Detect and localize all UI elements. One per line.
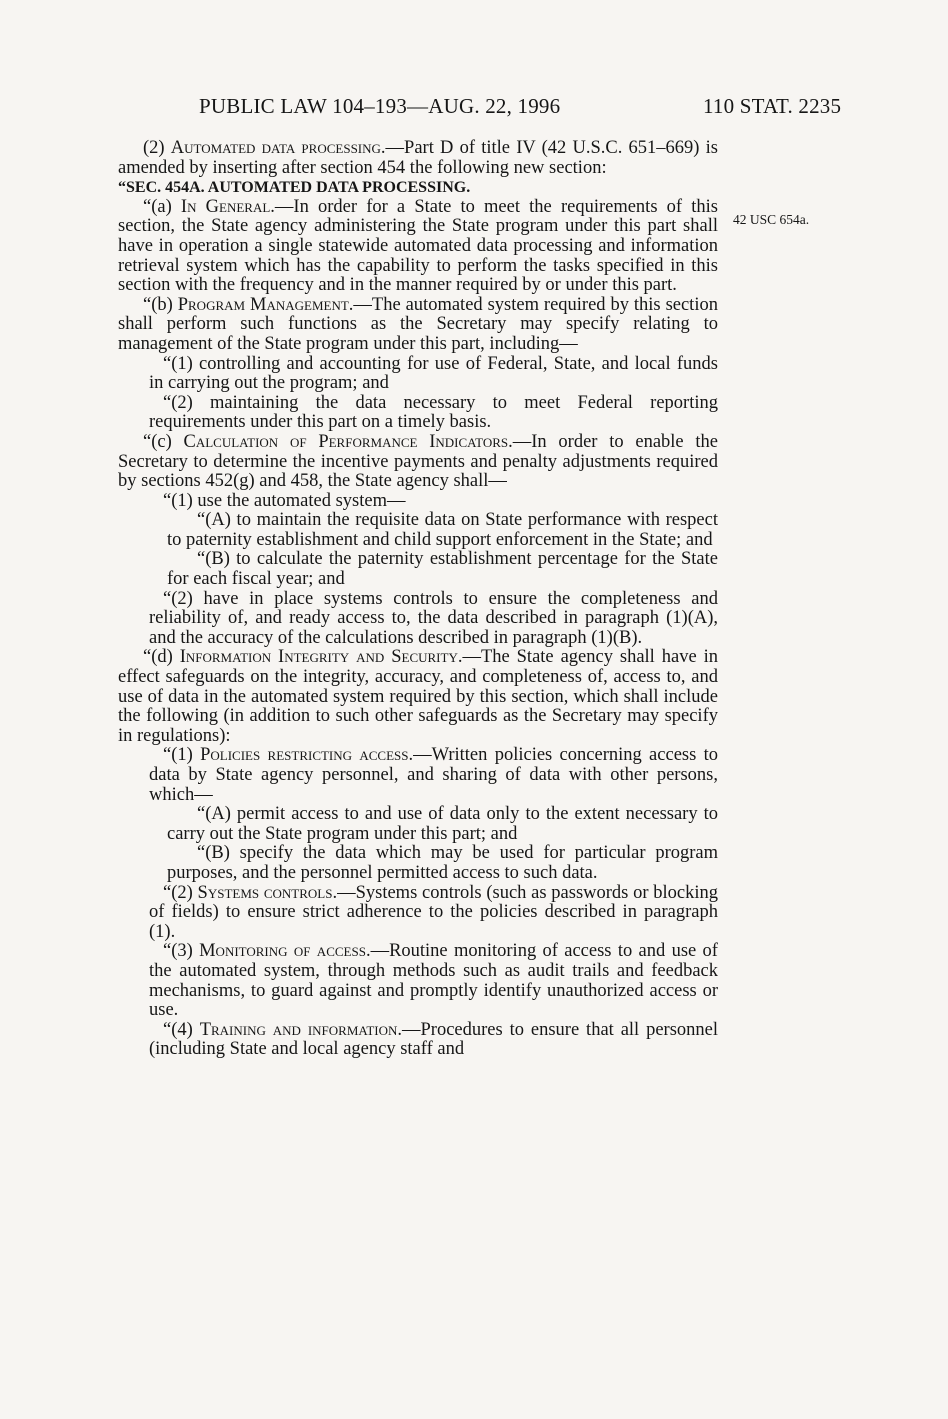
body-text: “(A) to maintain the requisite data on State performance with respect to paternity establishment and child support enforcement in the State; and <box>167 510 718 550</box>
paragraph-d-2 <box>118 884 718 943</box>
paragraph-d-4 <box>118 1021 718 1060</box>
subsection-heading-text: Training and information <box>199 1019 398 1040</box>
body-text: .—Routine monitoring of access to and use of the automated system, through methods such as audit trails and feedback mechanisms, to guard against and promptly identify unauthorized access or use. <box>149 941 718 1021</box>
body-text: .—In order to enable the Secretary to determine the incentive payments and penalty adjustments required by sections 452(g) and 458, the State agency shall— <box>118 431 718 492</box>
body-text: “SEC. 454A. AUTOMATED DATA PROCESSING. <box>118 179 471 197</box>
subsection-c <box>118 433 718 492</box>
subsection-heading-text: Policies restricting access <box>200 745 409 766</box>
body-text: “(d) <box>143 647 180 668</box>
subsection-a <box>118 198 718 296</box>
subsection-b <box>118 296 718 355</box>
body-text: .—Written policies concerning access to data by State agency personnel, and sharing of data with other persons, which— <box>149 745 719 805</box>
body-text: “(3) <box>163 941 200 962</box>
body-text: “(2) maintaining the data necessary to meet Federal reporting requirements under this part on a timely basis. <box>149 392 718 433</box>
paragraph-c-1 <box>118 492 718 512</box>
body-text: “(B) to calculate the paternity establishment percentage for the State for each fiscal year; and <box>167 549 718 590</box>
subsection-heading-text: Calculation of Performance Indicators <box>183 431 509 452</box>
subsection-heading-text: Program Management <box>177 294 349 315</box>
body-text: “(2) <box>163 882 198 903</box>
paragraph-d-1 <box>118 746 718 805</box>
body-text: .—Systems controls (such as passwords or blocking of fields) to ensure strict adherence to the policies described in paragraph (1). <box>149 882 718 942</box>
body-text: “(A) permit access to and use of data only to the extent necessary to carry out the State program under this part; and <box>167 804 718 844</box>
paragraph-b-2 <box>118 394 718 433</box>
body-text: “(2) have in place systems controls to ensure the completeness and reliability of, and ready access to, the data described in paragraph (1)(A), and the accuracy of the calculations described in paragraph (1)(B). <box>149 588 718 648</box>
subparagraph-d-1-a <box>118 805 718 844</box>
body-text: “(1) use the automated system— <box>163 490 406 511</box>
running-header-title: PUBLIC LAW 104–193—AUG. 22, 1996 <box>199 94 561 118</box>
paragraph-d-3 <box>118 942 718 1020</box>
body-text: “(4) <box>163 1019 200 1040</box>
paragraph-c-2 <box>118 590 718 649</box>
body-text: “(B) specify the data which may be used for particular program purposes, and the personnel permitted access to such data. <box>167 843 718 883</box>
body-text: .—In order for a State to meet the requirements of this section, the State agency administering the State program under this part shall have in operation a single statewide automated data processing and information retrieval system which has the capability to perform the tasks specified in this section with the frequency and in the manner required by or under this part. <box>118 196 718 296</box>
body-text: .—Part D of title IV (42 U.S.C. 651–669) is amended by inserting after section 454 the following new section: <box>118 138 718 178</box>
body-text: .—The automated system required by this section shall perform such functions as the Secretary may specify relating to management of the State program under this part, including— <box>118 294 718 354</box>
statute-page-number: 110 STAT. 2235 <box>703 94 842 118</box>
subsection-heading-text: Information Integrity and Security <box>179 647 458 668</box>
statute-body <box>118 139 718 1060</box>
body-text: (2) <box>143 138 171 158</box>
subsection-heading-text: In General <box>180 196 271 217</box>
body-text: “(c) <box>143 431 184 452</box>
section-heading <box>118 178 718 198</box>
body-text: .—The State agency shall have in effect safeguards on the integrity, accuracy, and completeness of, access to, and use of data in the automated system required by this section, which shall include the following (in addition to such other safeguards as the Secretary may specify in regulations): <box>118 647 718 746</box>
subparagraph-d-1-b <box>118 844 718 883</box>
margin-citation: 42 USC 654a. <box>733 212 810 227</box>
subsection-heading-text: Automated data processing <box>170 138 381 158</box>
subsection-heading-text: Systems controls <box>197 882 333 903</box>
body-text: .—Procedures to ensure that all personnel (including State and local agency staff and <box>149 1019 718 1060</box>
body-text: “(b) <box>143 294 178 315</box>
body-text: “(a) <box>143 196 181 217</box>
amendment-lead-paragraph <box>118 139 718 178</box>
subsection-heading-text: Monitoring of access <box>199 941 366 962</box>
subparagraph-c-1-a <box>118 511 718 550</box>
body-text: “(1) controlling and accounting for use of Federal, State, and local funds in carrying out the program; and <box>149 353 718 394</box>
subsection-d <box>118 648 718 746</box>
paragraph-b-1 <box>118 355 718 394</box>
body-text: “(1) <box>163 745 201 766</box>
subparagraph-c-1-b <box>118 550 718 589</box>
